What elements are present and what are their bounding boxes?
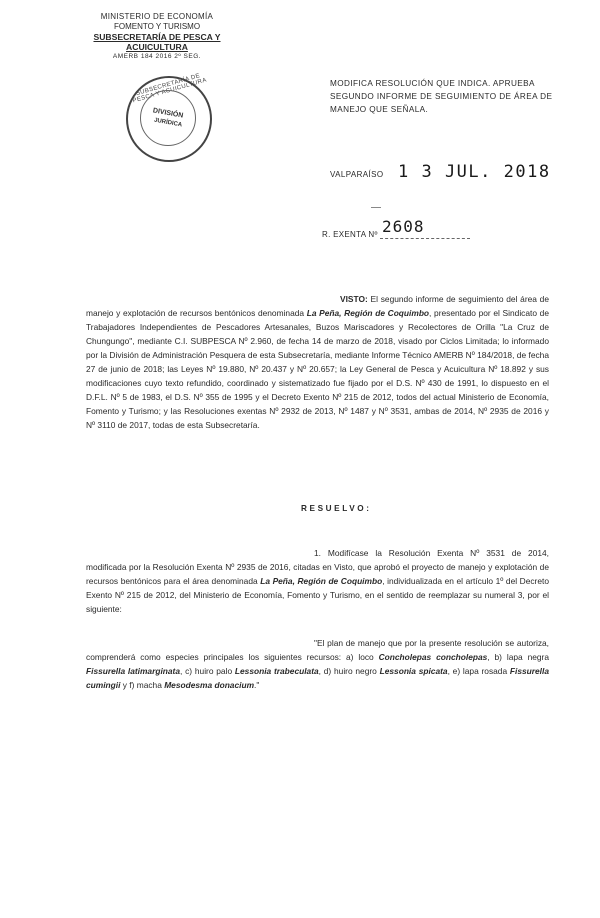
species-macha: Mesodesma donacium bbox=[164, 680, 255, 690]
species-huiro-negro: Lessonia spicata bbox=[379, 666, 448, 676]
reference-code: AMERB 184 2016 2º SEG. bbox=[112, 53, 202, 60]
subsecretaria-name: SUBSECRETARÍA DE PESCA Y ACUICULTURA bbox=[93, 32, 221, 52]
quote-text-5: , e) lapa rosada bbox=[447, 666, 510, 676]
stamp-center-line1: DIVISIÓN bbox=[152, 107, 184, 120]
species-huiro-palo: Lessonia trabeculata bbox=[234, 666, 319, 676]
ministry-name: MINISTERIO DE ECONOMÍA bbox=[100, 12, 214, 21]
visto-label: VISTO: bbox=[340, 294, 368, 304]
visto-area-name: La Peña, Región de Coquimbo bbox=[306, 308, 430, 318]
handwritten-mark bbox=[371, 207, 381, 208]
resolution-label: R. EXENTA Nº bbox=[322, 230, 378, 239]
date-stamp: 1 3 JUL. 2018 bbox=[398, 162, 551, 182]
visto-text-1: El segundo informe de seguimiento del área de manejo y explotación de recursos bentónicos denominada bbox=[86, 294, 549, 318]
quote-text-3: , c) huiro palo bbox=[180, 666, 235, 676]
article-1-paragraph bbox=[86, 546, 549, 616]
resuelvo-heading: RESUELVO: bbox=[301, 504, 372, 513]
quote-text-7: ." bbox=[254, 680, 260, 690]
document-subject: MODIFICA RESOLUCIÓN QUE INDICA. APRUEBA SEGUNDO INFORME DE SEGUIMIENTO DE ÁREA DE MANEJO QUE SEÑALA. bbox=[330, 79, 553, 114]
quote-text-6: y f) macha bbox=[120, 680, 165, 690]
place-name: VALPARAÍSO bbox=[330, 170, 384, 179]
visto-text-2: , presentado por el Sindicato de Trabajadores Independientes de Pescadores Artesanales, Buzos Mariscadores y Recolectores de Orilla "La Cruz de Chungungo", mediante C.I. SUBPESCA Nº 2.960, de fecha 14 de marzo de 2018, visado por Ciclos Limitada; lo informado por la División de Administración Pesquera de esta Subsecretaría, mediante Informe Técnico AMERB Nº 184/2018, de fecha 27 de junio de 2018; las Leyes Nº 19.880, Nº 20.437 y Nº 20.657; la Ley General de Pesca y Acuicultura Nº 18.892 y sus modificaciones cuyo texto refundido, coordinado y sistematizado fue fijado por el D.S. Nº 430 de 1991, lo dispuesto en el D.F.L. Nº 5 de 1983, el D.S. Nº 355 de 1995 y el Decreto Exento Nº 215 de 2012, todos del actual Ministerio de Economía, Fomento y Turismo; y las Resoluciones exentas Nº 2932 de 2013, Nº 1487 y Nº 3531, ambas de 2014, Nº 2935 de 2016 y Nº 3110 de 2017, todas de esta Subsecretaría. bbox=[86, 308, 549, 430]
quote-text-1: "El plan de manejo que por la presente resolución se autoriza, comprenderá como especies principales los siguientes recursos: a) loco bbox=[86, 638, 549, 662]
stamp-ring-text: SUBSECRETARÍA DE PESCA Y ACUICULTURA bbox=[132, 73, 208, 105]
resolution-number: 2608 bbox=[382, 217, 425, 236]
quote-text-2: , b) lapa negra bbox=[487, 652, 549, 662]
quoted-numeral-paragraph bbox=[86, 636, 549, 692]
article-1-area-name: La Peña, Región de Coquimbo bbox=[260, 576, 383, 586]
ministry-subtitle: FOMENTO Y TURISMO bbox=[113, 22, 201, 31]
article-1-text-2: , individualizada en el artículo 1º del Decreto Exento Nº 215 de 2012, del Ministerio de Economía, Fomento y Turismo, en el sentido de reemplazar su numeral 3, por el siguiente: bbox=[86, 576, 549, 614]
official-stamp bbox=[126, 73, 212, 162]
quote-text-4: , d) huiro negro bbox=[318, 666, 380, 676]
species-loco: Concholepas concholepas bbox=[378, 652, 488, 662]
stamp-center-line2: JURÍDICA bbox=[153, 117, 183, 129]
resolution-underline bbox=[380, 238, 470, 239]
article-1-text-1: 1. Modifícase la Resolución Exenta Nº 3531 de 2014, modificada por la Resolución Exenta Nº 2935 de 2016, citadas en Visto, que aprobó el proyecto de manejo y explotación de recursos bentónicos para el área denominada bbox=[86, 548, 549, 586]
species-lapa-rosada: Fissurella cumingii bbox=[86, 666, 549, 690]
visto-paragraph bbox=[86, 292, 549, 432]
species-lapa-negra: Fissurella latimarginata bbox=[86, 666, 181, 676]
letterhead bbox=[62, 12, 252, 62]
